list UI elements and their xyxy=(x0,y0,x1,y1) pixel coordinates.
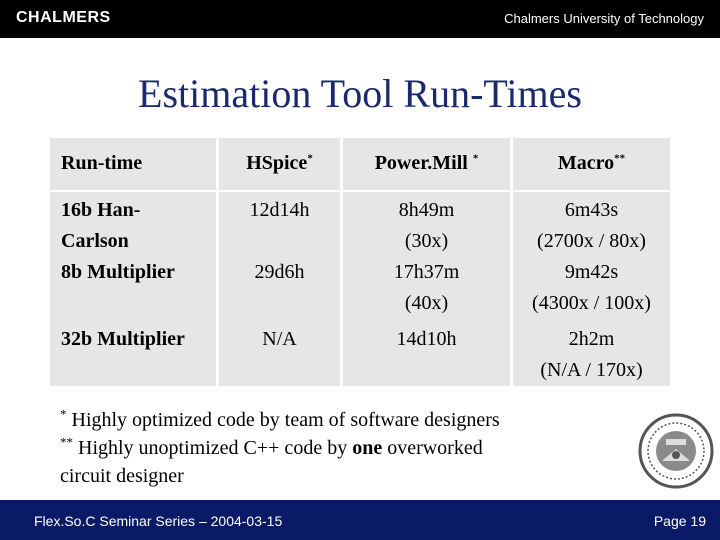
cell-hspice: N/A xyxy=(262,328,297,350)
footnote-2: ** Highly unoptimized C++ code by one overworked xyxy=(60,434,483,459)
cell-macro: 6m43s (2700x / 80x) xyxy=(537,199,646,252)
header-macro: Macro** xyxy=(557,152,626,174)
footnotes xyxy=(60,406,620,490)
header-divider xyxy=(50,190,670,192)
row-name: 32b Multiplier xyxy=(61,328,185,350)
chalmers-logo: CHALMERS xyxy=(16,9,111,26)
cell-powermill: 17h37m (40x) xyxy=(393,261,460,314)
slide-title: Estimation Tool Run-Times xyxy=(138,71,582,116)
footnote-1: * Highly optimized code by team of software designers xyxy=(60,406,500,431)
seminar-info: Flex.So.C Seminar Series – 2004-03-15 xyxy=(34,513,283,529)
chalmers-seal-icon xyxy=(636,411,716,491)
header-powermill: Power.Mill * xyxy=(374,152,479,174)
university-name: Chalmers University of Technology xyxy=(504,11,704,26)
page-number: Page 19 xyxy=(653,513,706,529)
footnote-2-continued: circuit designer xyxy=(60,465,184,487)
cell-hspice: 12d14h xyxy=(249,199,310,221)
header-bar xyxy=(0,0,720,38)
footer-bar xyxy=(0,500,720,540)
cell-powermill: 14d10h xyxy=(396,328,457,350)
cell-macro: 9m42s (4300x / 100x) xyxy=(532,261,651,314)
cell-powermill: 8h49m (30x) xyxy=(398,199,455,252)
row-name: 8b Multiplier xyxy=(61,261,175,283)
cell-macro: 2h2m (N/A / 170x) xyxy=(540,328,643,381)
runtime-table xyxy=(50,138,670,386)
row-name: 16b Han- Carlson xyxy=(61,199,141,252)
header-hspice: HSpice* xyxy=(246,152,313,174)
cell-hspice: 29d6h xyxy=(254,261,305,283)
header-runtime: Run-time xyxy=(61,152,143,174)
